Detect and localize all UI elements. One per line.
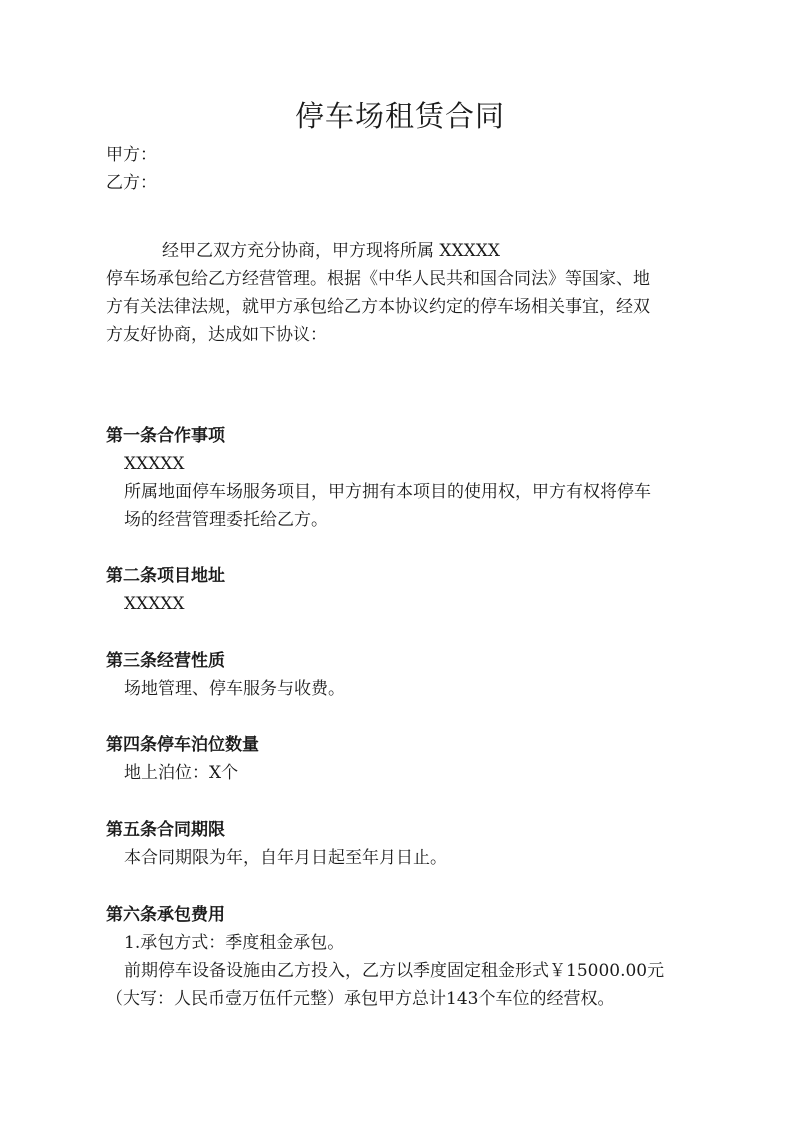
article-heading: 第三条经营性质	[106, 651, 225, 671]
article-heading: 第六条承包费用	[106, 905, 225, 925]
article-line: 所属地面停车场服务项目，甲方拥有本项目的使用权，甲方有权将停车	[124, 482, 651, 502]
article-heading: 第五条合同期限	[106, 820, 225, 840]
article-line: 场地管理、停车服务与收费。	[124, 679, 345, 699]
article-line: （大写：人民币壹万伍仟元整）承包甲方总计143个车位的经营权。	[106, 989, 615, 1009]
article-line: XXXXX	[124, 594, 185, 614]
article-line: 本合同期限为年，自年月日起至年月日止。	[124, 848, 447, 868]
article-heading: 第一条合作事项	[106, 426, 225, 446]
article-line: 场的经营管理委托给乙方。	[124, 510, 328, 530]
preamble-line: 方有关法律法规，就甲方承包给乙方本协议约定的停车场相关事宜，经双	[106, 297, 650, 317]
party-a-label: 甲方：	[106, 145, 157, 165]
article-line: XXXXX	[124, 454, 185, 474]
preamble-line: 经甲乙双方充分协商，甲方现将所属 XXXXX	[162, 241, 500, 261]
document-title: 停车场租赁合同	[294, 99, 505, 133]
preamble-line: 方友好协商，达成如下协议：	[106, 325, 327, 345]
article-line: 1.承包方式：季度租金承包。	[124, 933, 345, 953]
article-line: 前期停车设备设施由乙方投入，乙方以季度固定租金形式￥15000.00元	[124, 961, 665, 981]
article-heading: 第二条项目地址	[106, 566, 225, 586]
party-b-label: 乙方：	[106, 173, 157, 193]
article-line: 地上泊位：X个	[124, 763, 239, 783]
preamble-line: 停车场承包给乙方经营管理。根据《中华人民共和国合同法》等国家、地	[106, 269, 650, 289]
article-heading: 第四条停车泊位数量	[106, 735, 259, 755]
